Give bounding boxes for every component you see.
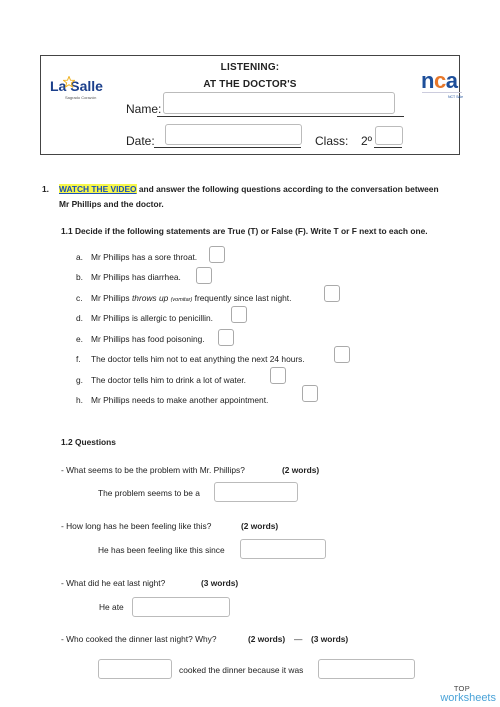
title-line-2: AT THE DOCTOR'S bbox=[203, 79, 297, 90]
statement-b-letter: b. bbox=[76, 272, 83, 282]
question-2: - How long has he been feeling like this? bbox=[61, 521, 212, 531]
answer-box-a[interactable] bbox=[209, 246, 225, 263]
statement-d-text: Mr Phillips is allergic to penicillin. bbox=[91, 313, 213, 323]
statement-c-letter: c. bbox=[76, 293, 83, 303]
answer-box-f[interactable] bbox=[334, 346, 350, 363]
answer-4-middle: cooked the dinner because it was bbox=[179, 665, 304, 675]
section-2-heading: 1.2 Questions bbox=[61, 437, 116, 447]
la-salle-logo-text: La Salle bbox=[50, 78, 103, 94]
instruction-number: 1. bbox=[42, 184, 49, 194]
answer-4b-input[interactable] bbox=[318, 659, 415, 679]
answer-1-prefix: The problem seems to be a bbox=[98, 488, 200, 498]
statement-h-letter: h. bbox=[76, 395, 83, 405]
date-label: Date: bbox=[126, 134, 155, 148]
footer-brand-text: worksheets bbox=[440, 692, 496, 704]
answer-box-d[interactable] bbox=[231, 306, 247, 323]
question-4-words-2: (3 words) bbox=[311, 634, 349, 644]
section-1-heading: 1.1 Decide if the following statements are True (T) or False (F). Write T or F next to each one. bbox=[61, 226, 428, 236]
date-input[interactable] bbox=[165, 124, 302, 145]
class-label: Class: bbox=[315, 134, 349, 148]
question-3: - What did he eat last night? bbox=[61, 578, 166, 588]
question-4-dash: — bbox=[294, 634, 303, 644]
question-1: - What seems to be the problem with Mr. Phillips? bbox=[61, 465, 245, 475]
answer-2-input[interactable] bbox=[240, 539, 326, 559]
statement-a-letter: a. bbox=[76, 252, 83, 262]
class-underline bbox=[374, 147, 402, 148]
answer-box-c[interactable] bbox=[324, 285, 340, 302]
instruction-line-1: WATCH THE VIDEO and answer the following questions according to the conversation between bbox=[59, 184, 439, 194]
statement-e-letter: e. bbox=[76, 334, 83, 344]
nca-logo: nca NCT Sale bbox=[421, 68, 464, 99]
question-4: - Who cooked the dinner last night? Why? bbox=[61, 634, 217, 644]
statement-e-text: Mr Phillips has food poisoning. bbox=[91, 334, 205, 344]
watch-video-link[interactable]: WATCH THE VIDEO bbox=[59, 184, 137, 194]
statement-d-letter: d. bbox=[76, 313, 83, 323]
answer-1-input[interactable] bbox=[214, 482, 298, 502]
statement-c-text: Mr Phillips throws up (vomitar) frequently since last night. bbox=[91, 293, 292, 303]
statement-g-text: The doctor tells him to drink a lot of water. bbox=[91, 375, 247, 385]
answer-3-prefix: He ate bbox=[99, 602, 124, 612]
footer-top-text: TOP bbox=[453, 684, 470, 693]
date-underline bbox=[154, 147, 301, 148]
question-2-words: (2 words) bbox=[241, 521, 279, 531]
question-4-words: (2 words) bbox=[248, 634, 286, 644]
statement-h-text: Mr Phillips needs to make another appointment. bbox=[91, 395, 269, 405]
la-salle-sub: Sagrado Corazón bbox=[65, 95, 97, 100]
question-1-words: (2 words) bbox=[282, 465, 320, 475]
answer-box-e[interactable] bbox=[218, 329, 234, 346]
class-value: 2º bbox=[361, 134, 373, 148]
answer-3-input[interactable] bbox=[132, 597, 230, 617]
name-input[interactable] bbox=[163, 92, 395, 114]
statement-f-text: The doctor tells him not to eat anything the next 24 hours. bbox=[91, 354, 305, 364]
statement-b-text: Mr Phillips has diarrhea. bbox=[91, 272, 181, 282]
title-line-1: LISTENING: bbox=[220, 62, 280, 73]
class-input[interactable] bbox=[375, 126, 403, 145]
statement-f-letter: f. bbox=[76, 354, 81, 364]
topworksheets-logo bbox=[432, 684, 498, 706]
name-label: Name: bbox=[126, 102, 162, 116]
answer-2-prefix: He has been feeling like this since bbox=[98, 545, 225, 555]
statement-g-letter: g. bbox=[76, 375, 83, 385]
answer-box-b[interactable] bbox=[196, 267, 212, 284]
answer-4a-input[interactable] bbox=[98, 659, 172, 679]
instruction-line-2: Mr Phillips and the doctor. bbox=[59, 199, 164, 209]
answer-box-h[interactable] bbox=[302, 385, 318, 402]
nca-sub: NCT Sale bbox=[448, 95, 464, 99]
question-3-words: (3 words) bbox=[201, 578, 239, 588]
name-underline bbox=[157, 116, 404, 117]
statement-a-text: Mr Phillips has a sore throat. bbox=[91, 252, 198, 262]
answer-box-g[interactable] bbox=[270, 367, 286, 384]
